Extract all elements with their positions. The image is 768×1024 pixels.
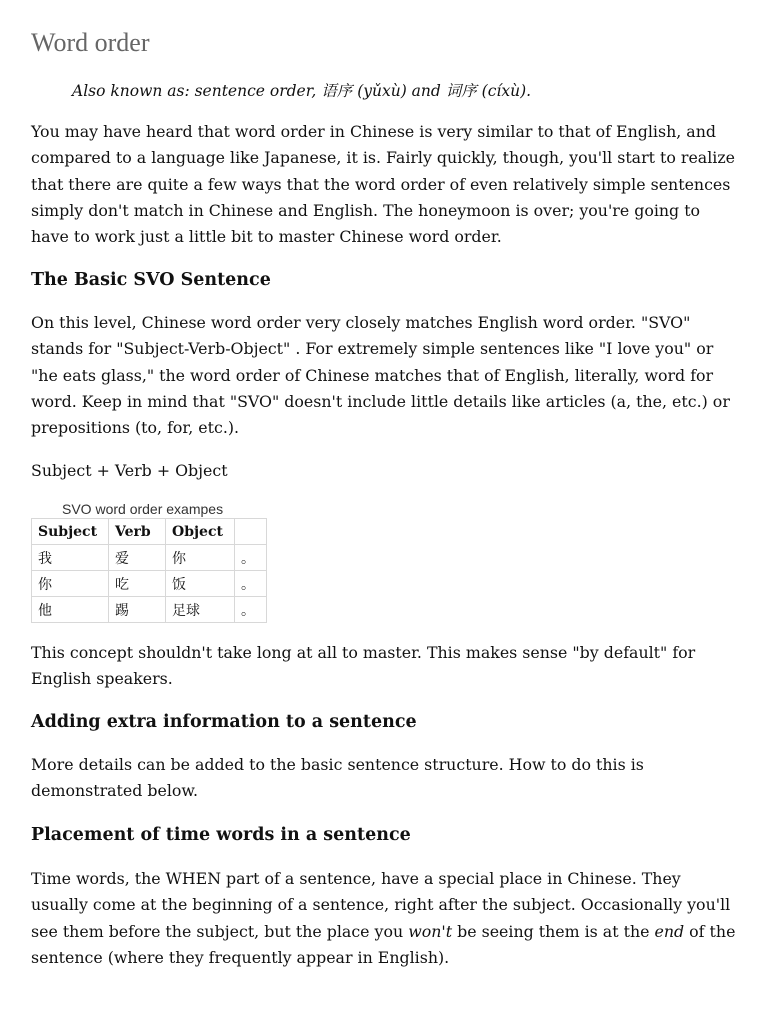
- emphasis-wont: won't: [408, 921, 453, 941]
- svo-after-paragraph: This concept shouldn't take long at all to master. This makes sense "by default" for English speakers.: [31, 643, 696, 689]
- table-header-cell: Subject: [32, 519, 109, 545]
- svo-pattern: Subject + Verb + Object: [31, 461, 228, 480]
- table-header-cell: [235, 519, 267, 545]
- table-row: [32, 571, 267, 597]
- table-cell: 你: [32, 571, 109, 597]
- table-cell: 。: [235, 545, 267, 571]
- table-header-cell: Verb: [109, 519, 166, 545]
- emphasis-end: end: [654, 921, 685, 941]
- heading-adding-extra: Adding extra information to a sentence: [31, 712, 417, 732]
- table-cell: 吃: [109, 571, 166, 597]
- table-cell: 饭: [166, 571, 235, 597]
- table-header-cell: Object: [166, 519, 235, 545]
- table-row: [32, 545, 267, 571]
- time-text-3: of the sentence (where they frequently appear in English).: [31, 921, 736, 967]
- table-cell: 踢: [109, 597, 166, 623]
- time-words-paragraph: [31, 866, 739, 971]
- table-header-row: [32, 519, 267, 545]
- extra-paragraph: More details can be added to the basic sentence structure. How to do this is demonstrated below.: [31, 755, 644, 801]
- table-caption: SVO word order exampes: [62, 501, 224, 517]
- time-text-1: Time words, the WHEN part of a sentence, have a special place in Chinese. They usually come at the beginning of a sentence, right after the subject. Occasionally you'll see them before the subject, but the place you: [31, 869, 731, 941]
- table-cell: 足球: [166, 597, 235, 623]
- intro-paragraph: You may have heard that word order in Chinese is very similar to that of English, and compared to a language like Japanese, it is. Fairly quickly, though, you'll start to realize that there are quite a few ways that the word order of even relatively simple sentences simply don't match in Chinese and English. The honeymoon is over; you're going to have to work just a little bit to master Chinese word order.: [31, 122, 735, 247]
- table-cell: 。: [235, 597, 267, 623]
- table-cell: 我: [32, 545, 109, 571]
- table-cell: 爱: [109, 545, 166, 571]
- heading-time-words: Placement of time words in a sentence: [31, 825, 411, 845]
- table-row: [32, 597, 267, 623]
- time-text-2: be seeing them is at the: [452, 921, 655, 941]
- svo-paragraph: On this level, Chinese word order very closely matches English word order. "SVO" stands for "Subject-Verb-Object" . For extremely simple sentences like "I love you" or "he eats glass," the word order of Chinese matches that of English, literally, word for word. Keep in mind that "SVO" doesn't include little details like articles (a, the, etc.) or prepositions (to, for, etc.).: [31, 313, 730, 438]
- table-cell: 。: [235, 571, 267, 597]
- table-cell: 你: [166, 545, 235, 571]
- table-cell: 他: [32, 597, 109, 623]
- svo-examples-table: [31, 518, 267, 623]
- also-known-as: Also known as: sentence order, 语序 (yǔxù) and 词序 (cíxù).: [72, 82, 532, 100]
- heading-basic-svo: The Basic SVO Sentence: [31, 270, 271, 290]
- page-title: Word order: [31, 28, 150, 57]
